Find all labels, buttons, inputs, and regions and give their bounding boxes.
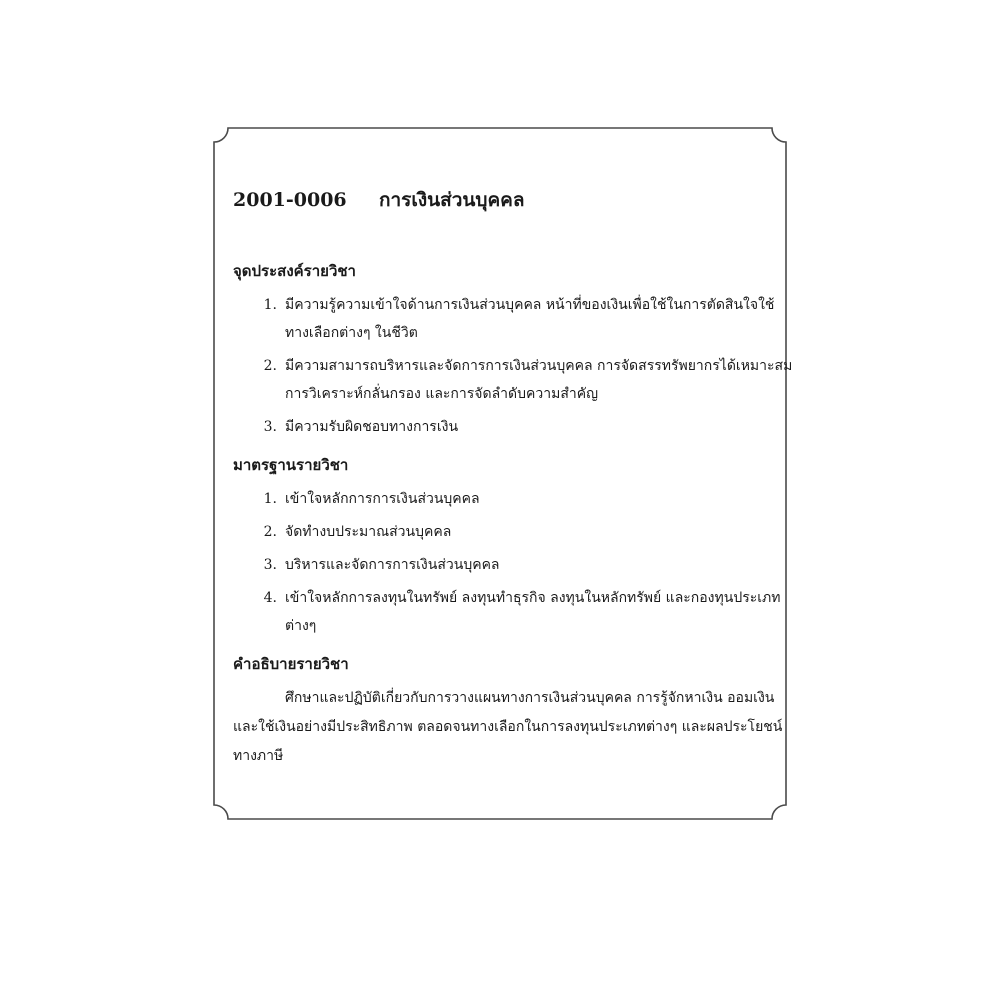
item-number: 2. (263, 358, 277, 374)
list-item (233, 352, 793, 408)
objectives-list (233, 291, 793, 441)
description-section (233, 652, 793, 771)
item-number: 2. (263, 524, 277, 540)
item-text: มีความรู้ความเข้าใจด้านการเงินส่วนบุคคล หน้าที่ของเงินเพื่อใช้ในการตัดสินใจใช้ทางเลือกต่างๆ ในชีวิต (285, 297, 775, 341)
description-heading: คำอธิบายรายวิชา (233, 655, 349, 673)
item-text: จัดทำงบประมาณส่วนบุคคล (285, 524, 452, 540)
item-number: 3. (263, 557, 277, 573)
item-text: เข้าใจหลักการลงทุนในทรัพย์ ลงทุนทำธุรกิจ ลงทุนในหลักทรัพย์ และกองทุนประเภทต่างๆ (285, 590, 781, 634)
standards-heading: มาตรฐานรายวิชา (233, 456, 349, 474)
course-code: 2001-0006 (233, 189, 347, 211)
objectives-heading: จุดประสงค์รายวิชา (233, 262, 356, 280)
course-title: การเงินส่วนบุคคล (379, 189, 525, 211)
item-text: บริหารและจัดการการเงินส่วนบุคคล (285, 557, 500, 573)
description-text: ศึกษาและปฏิบัติเกี่ยวกับการวางแผนทางการเงินส่วนบุคคล การรู้จักหาเงิน ออมเงิน และใช้เงินอย่างมีประสิทธิภาพ ตลอดจนทางเลือกในการลงทุนประเภทต่างๆ และผลประโยชน์ทางภาษี (233, 690, 783, 764)
item-number: 3. (263, 419, 277, 435)
item-text: เข้าใจหลักการการเงินส่วนบุคคล (285, 491, 480, 507)
item-number: 1. (263, 491, 277, 507)
list-item (233, 551, 793, 579)
item-text: มีความรับผิดชอบทางการเงิน (285, 419, 459, 435)
standards-list (233, 485, 793, 640)
course-content (233, 185, 793, 783)
list-item (233, 485, 793, 513)
standards-section (233, 453, 793, 640)
objectives-section (233, 259, 793, 441)
list-item (233, 291, 793, 347)
list-item (233, 584, 793, 640)
list-item (233, 413, 793, 441)
list-item (233, 518, 793, 546)
item-number: 4. (263, 590, 277, 606)
item-number: 1. (263, 297, 277, 313)
item-text: มีความสามารถบริหารและจัดการการเงินส่วนบุคคล การจัดสรรทรัพยากรได้เหมาะสม การวิเคราะห์กลั่นกรอง และการจัดลำดับความสำคัญ (285, 358, 793, 402)
course-title-row (233, 185, 793, 215)
